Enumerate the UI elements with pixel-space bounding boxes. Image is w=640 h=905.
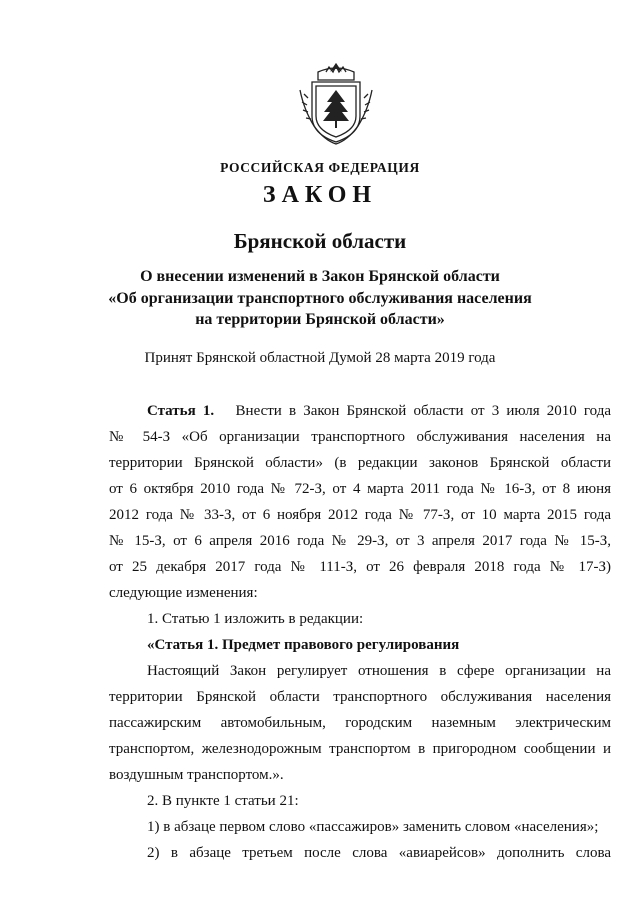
quoted-text-line: воздушным транспортом.». <box>109 767 284 783</box>
sub-item-2: 2) в абзаце третьем после слова «авиарейсов» дополнить слова <box>147 845 611 861</box>
item-2: 2. В пункте 1 статьи 21: <box>147 793 299 809</box>
item-1: 1. Статью 1 изложить в редакции: <box>147 611 364 627</box>
quoted-text-line: транспортом, железнодорожным транспортом в пригородном сообщении и <box>109 741 611 757</box>
law-title-line-1: О внесении изменений в Закон Брянской области <box>140 268 500 285</box>
coat-of-arms-emblem <box>296 60 376 150</box>
article-1-text: Внести в Закон Брянской области от 3 июля 2010 года <box>235 403 611 419</box>
quoted-article-heading: «Статья 1. Предмет правового регулирования <box>147 637 460 653</box>
article-1-line: 2012 года № 33-З, от 6 ноября 2012 года № 77-З, от 10 марта 2015 года <box>109 507 611 523</box>
quoted-text-line: территории Брянской области транспортного обслуживания населения <box>109 689 611 705</box>
article-1-line: № 54-З «Об организации транспортного обслуживания населения на <box>109 429 611 445</box>
quoted-text-line: Настоящий Закон регулирует отношения в сфере организации на <box>147 663 611 679</box>
article-1-line: от 25 декабря 2017 года № 111-З, от 26 февраля 2018 года № 17-З) <box>109 559 611 575</box>
quoted-text-line: пассажирским автомобильным, городским наземным электрическим <box>109 715 611 731</box>
article-1-line: от 6 октября 2010 года № 72-З, от 4 марта 2011 года № 16-З, от 8 июня <box>109 481 611 497</box>
sub-item-1: 1) в абзаце первом слово «пассажиров» заменить словом «населения»; <box>147 819 599 835</box>
article-1-line: следующие изменения: <box>109 585 258 601</box>
law-title-line-3: на территории Брянской области» <box>195 311 445 328</box>
document-type: ЗАКОН <box>262 182 378 208</box>
article-1-line: территории Брянской области» (в редакции законов Брянской области <box>109 455 611 471</box>
federation-label: РОССИЙСКАЯ ФЕДЕРАЦИЯ <box>220 160 420 175</box>
article-1 <box>109 398 611 866</box>
article-1-heading: Статья 1. <box>147 403 215 419</box>
article-1-first-line <box>109 398 611 424</box>
adoption-line: Принят Брянской областной Думой 28 марта 2019 года <box>144 350 496 366</box>
law-title-line-2: «Об организации транспортного обслуживания населения <box>108 290 532 307</box>
region-name: Брянской области <box>233 229 407 253</box>
article-1-line: № 15-З, от 6 апреля 2016 года № 29-З, от 3 апреля 2017 года № 15-З, <box>109 533 611 549</box>
